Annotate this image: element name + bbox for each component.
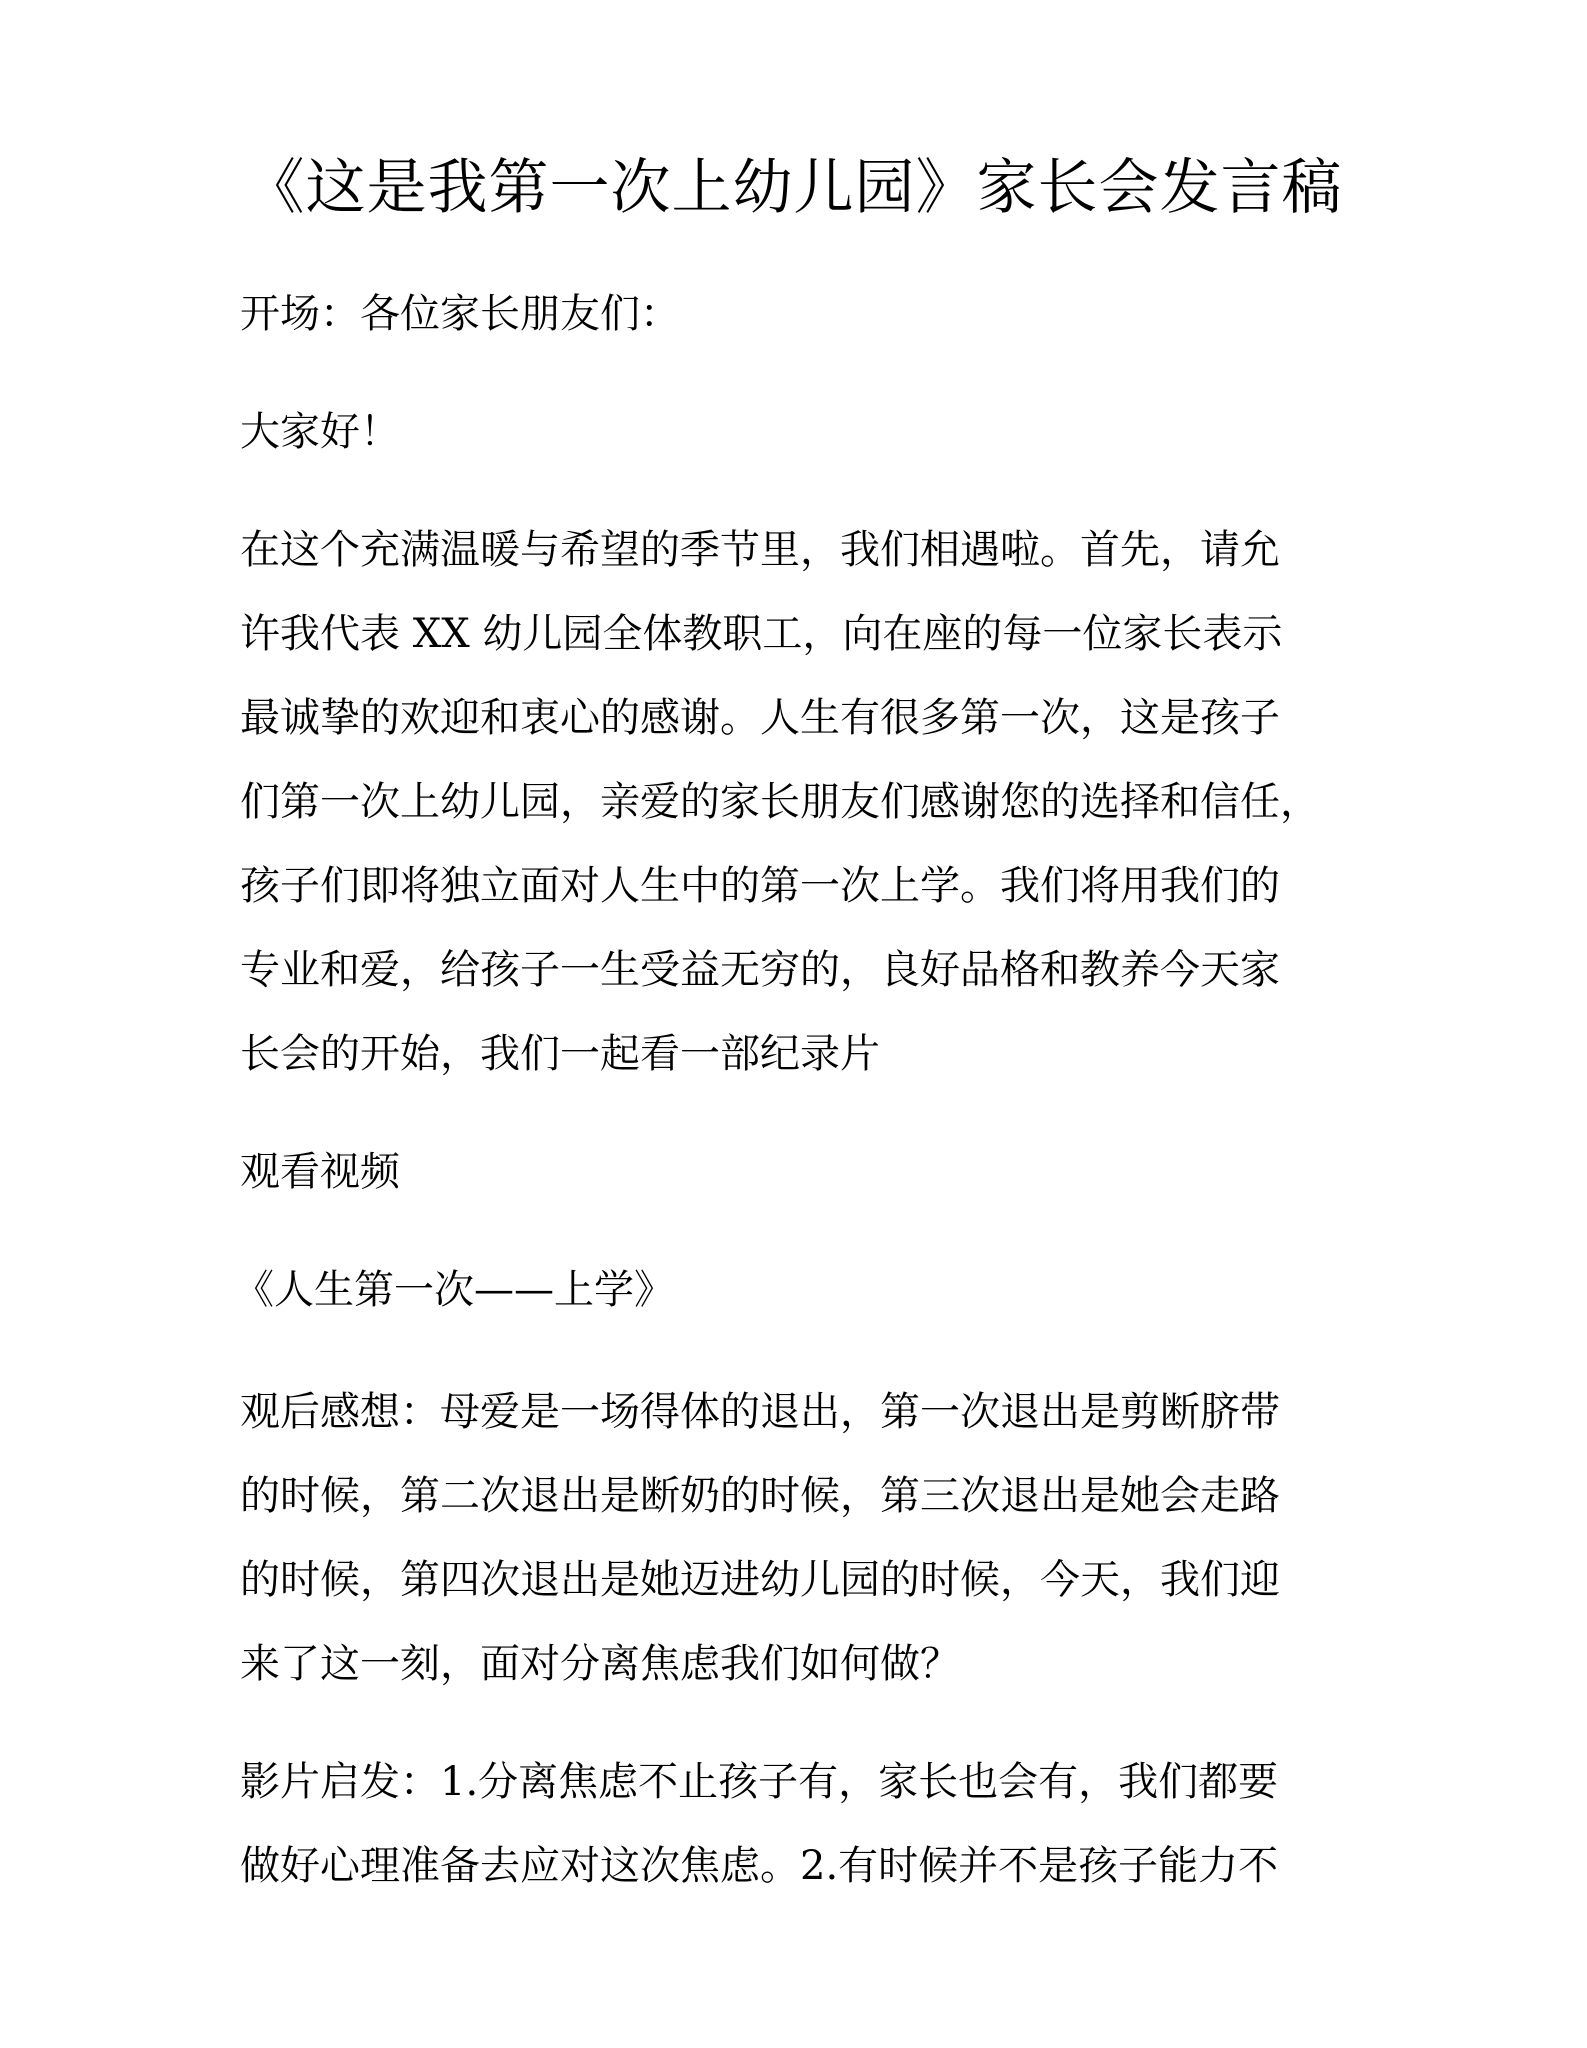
paragraph-opening: 开场：各位家长朋友们： <box>240 291 680 337</box>
text-line: 们第一次上幼儿园，亲爱的家长朋友们感谢您的选择和信任， <box>240 779 1320 825</box>
text-line: 最诚挚的欢迎和衷心的感谢。人生有很多第一次，这是孩子 <box>240 695 1280 741</box>
paragraph-watch-video: 观看视频 <box>240 1149 400 1195</box>
text-line: 做好心理准备去应对这次焦虑。2.有时候并不是孩子能力不 <box>240 1843 1279 1889</box>
text-line: 孩子们即将独立面对人生中的第一次上学。我们将用我们的 <box>240 863 1280 909</box>
text-line: 影片启发：1.分离焦虑不止孩子有，家长也会有，我们都要 <box>240 1759 1279 1805</box>
paragraph-video-title: 《人生第一次——上学》 <box>234 1267 674 1313</box>
text-line: 许我代表 XX 幼儿园全体教职工，向在座的每一位家长表示 <box>240 611 1283 657</box>
text-line: 的时候，第二次退出是断奶的时候，第三次退出是她会走路 <box>240 1473 1280 1519</box>
document-title: 《这是我第一次上幼儿园》家长会发言稿 <box>244 153 1343 223</box>
text-line: 来了这一刻，面对分离焦虑我们如何做？ <box>240 1641 960 1687</box>
text-line: 观后感想：母爱是一场得体的退出，第一次退出是剪断脐带 <box>240 1389 1280 1435</box>
text-line: 在这个充满温暖与希望的季节里，我们相遇啦。首先，请允 <box>240 527 1280 573</box>
text-line: 长会的开始，我们一起看一部纪录片 <box>240 1031 880 1077</box>
paragraph-greeting: 大家好！ <box>240 409 400 455</box>
text-line: 专业和爱，给孩子一生受益无穷的，良好品格和教养今天家 <box>240 947 1280 993</box>
text-line: 的时候，第四次退出是她迈进幼儿园的时候，今天，我们迎 <box>240 1557 1280 1603</box>
